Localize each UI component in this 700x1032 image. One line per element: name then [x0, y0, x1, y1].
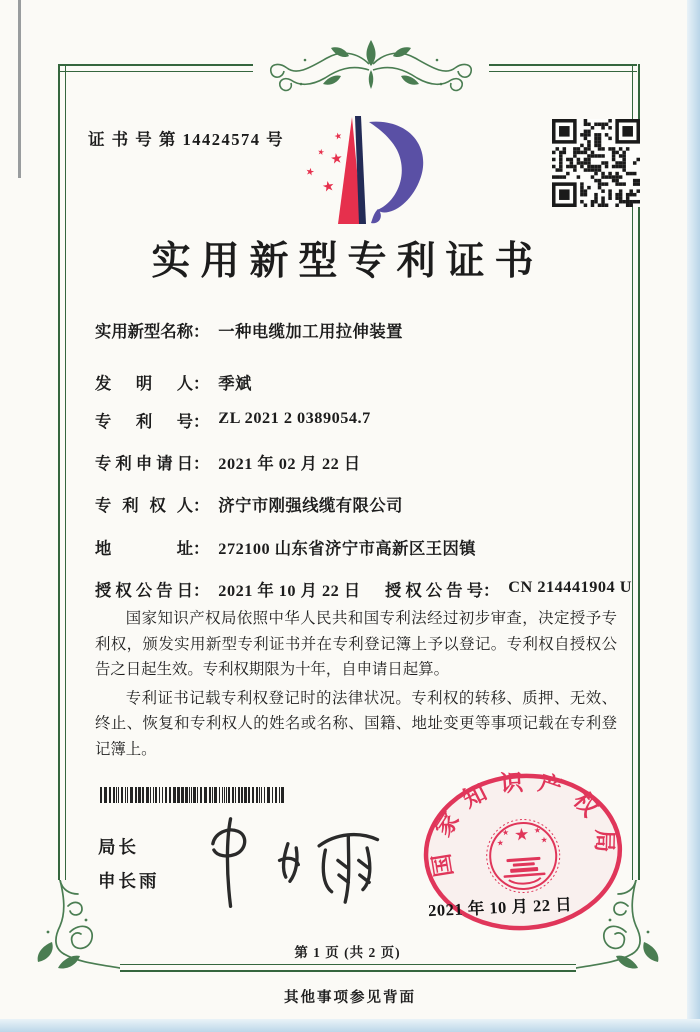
field-colon: ：	[193, 454, 210, 473]
legal-text	[95, 606, 617, 765]
legal-paragraph-1: 国家知识产权局依照中华人民共和国专利法经过初步审查，决定授予专利权，颁发实用新型专利证书并在专利登记簿上予以登记。专利权自授权公告之日起生效。专利权期限为十年，自申请日起算。	[95, 610, 617, 678]
field-label: 专利权人	[95, 496, 193, 515]
signer-name: 申长雨	[98, 871, 160, 891]
svg-text:★: ★	[316, 147, 326, 158]
seal-text: 国家知识产权局	[426, 769, 617, 879]
field-row	[95, 492, 625, 516]
cnipa-logo	[293, 112, 443, 228]
field-value: 季斌	[218, 374, 252, 393]
field-row	[95, 370, 625, 394]
signature-strokes-icon	[192, 812, 390, 912]
field-row	[95, 450, 625, 474]
field-label: 专利号	[95, 412, 193, 431]
field-colon: ：	[483, 581, 500, 600]
legal-paragraph-2: 专利证书记载专利权登记时的法律状况。专利权的转移、质押、无效、终止、恢复和专利权人的姓名或名称、国籍、地址变更等事项记载在专利登记簿上。	[95, 689, 617, 758]
field-label: 授权公告号	[385, 581, 483, 600]
field-colon: ：	[193, 374, 210, 393]
back-note: 其他事项参见背面	[284, 990, 416, 1006]
field-value: 一种电缆加工用拉伸装置	[218, 322, 403, 341]
field-row	[95, 535, 625, 559]
page-indicator: 第 1 页 (共 2 页)	[294, 945, 401, 960]
field-row	[95, 318, 625, 342]
svg-text:★: ★	[540, 835, 549, 845]
field-colon: ：	[193, 496, 210, 515]
qr-code	[552, 119, 640, 207]
field-value: 2021 年 02 月 22 日	[218, 454, 361, 473]
signer-title: 局长	[98, 837, 139, 857]
barcode	[100, 787, 286, 803]
svg-text:★: ★	[329, 150, 344, 168]
field-label: 授权公告日	[95, 581, 193, 600]
field-value: ZL 2021 2 0389054.7	[218, 408, 371, 427]
scan-crease	[18, 0, 21, 178]
flourish-corner-icon	[24, 880, 120, 976]
svg-text:★: ★	[320, 178, 337, 196]
svg-text:★: ★	[501, 827, 510, 838]
field-colon: ：	[193, 322, 210, 341]
field-value: CN 214441904 U	[508, 577, 632, 596]
flourish-ornament-top	[253, 34, 489, 106]
svg-text:★: ★	[533, 825, 542, 836]
frame-top-left-segment	[58, 64, 253, 72]
frame-bottom-segment	[120, 964, 576, 972]
svg-text:★: ★	[513, 824, 531, 846]
field-row	[95, 408, 625, 432]
certificate-number: 证 书 号 第 14424574 号	[88, 130, 285, 149]
flourish-ornament-top-icon	[253, 34, 489, 106]
svg-text:★: ★	[496, 838, 505, 848]
field-label: 发明人	[95, 374, 193, 393]
seal-date: 2021 年 10 月 22 日	[427, 894, 573, 921]
cnipa-logo-icon	[293, 112, 443, 228]
field-colon: ：	[193, 539, 210, 558]
field-pair	[385, 577, 632, 601]
svg-text:★: ★	[333, 131, 344, 143]
scan-edge-bottom	[0, 1019, 700, 1032]
scan-edge-right	[687, 0, 700, 1032]
field-value: 济宁市刚强线缆有限公司	[218, 496, 403, 515]
signature-handwriting	[192, 812, 390, 912]
field-value: 272100 山东省济宁市高新区王因镇	[218, 539, 477, 558]
field-value: 2021 年 10 月 22 日	[218, 581, 361, 600]
field-row	[95, 577, 632, 601]
field-colon: ：	[193, 412, 210, 431]
flourish-ornament-bottom-left	[24, 880, 120, 976]
frame-top-right-segment	[489, 64, 637, 72]
certificate-title: 实用新型专利证书	[151, 240, 544, 283]
field-colon: ：	[193, 581, 210, 600]
frame-left-segment	[58, 64, 66, 882]
svg-text:★: ★	[304, 166, 316, 179]
field-label: 专利申请日	[95, 454, 193, 473]
field-label: 地址	[95, 539, 193, 558]
field-label: 实用新型名称	[95, 322, 193, 341]
